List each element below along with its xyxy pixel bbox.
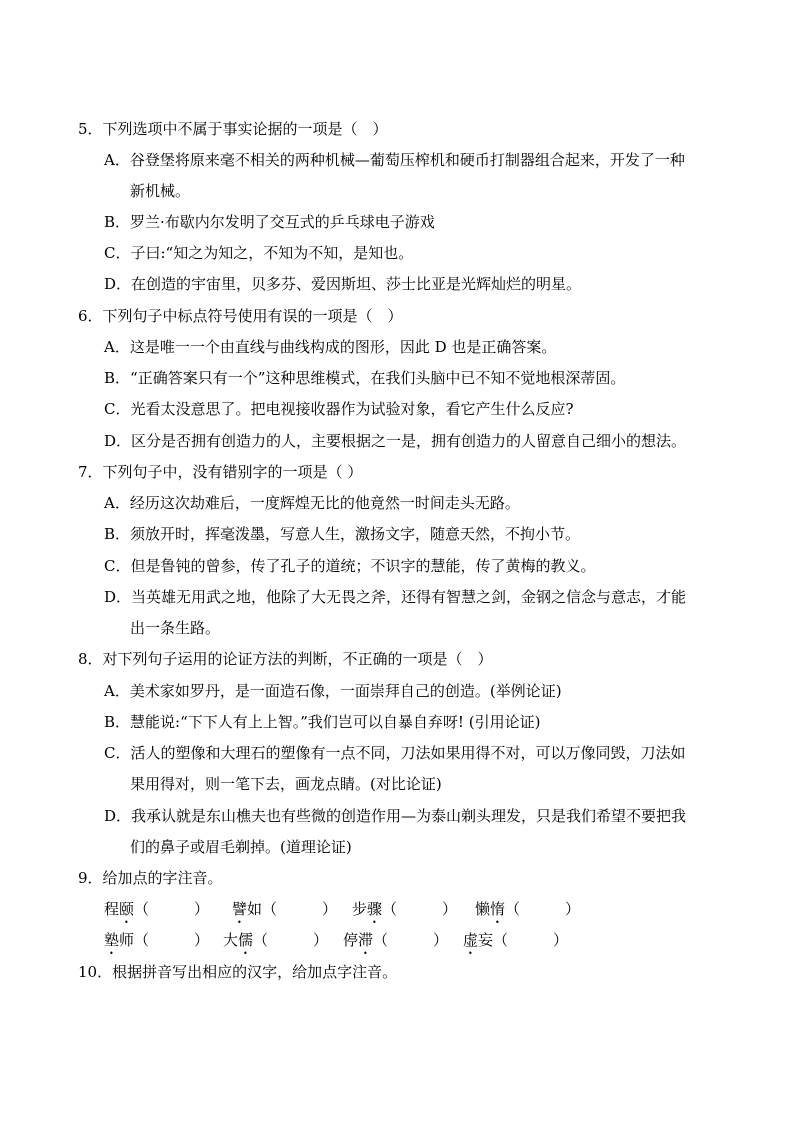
pinyin-item: 程颐（ ） bbox=[104, 900, 210, 918]
question-7-stem: 7．下列句子中，没有错别字的一项是（ ） bbox=[78, 463, 363, 481]
dotted-char: 颐 bbox=[119, 900, 135, 918]
question-7-option-b: B．须放开时，挥毫泼墨，写意人生，激扬文字，随意天然，不拘小节。 bbox=[104, 525, 581, 543]
question-8-option-c: C．活人的塑像和大理石的塑像有一点不同，刀法如果用得不对，可以万像同毁，刀法如 bbox=[104, 744, 686, 762]
pinyin-item: 虚妄（ ） bbox=[463, 931, 569, 949]
question-8-option-d-cont: 们的鼻子或眉毛剃掉。(道理论证) bbox=[130, 838, 352, 856]
question-10-stem: 10．根据拼音写出相应的汉字，给加点字注音。 bbox=[78, 963, 398, 981]
question-7-option-d: D．当英雄无用武之地，他除了大无畏之斧，还得有智慧之剑，金钢之信念与意志，才能 bbox=[104, 588, 687, 606]
question-7-option-c: C．但是鲁钝的曾参，传了孔子的道统；不识字的慧能，传了黄梅的教义。 bbox=[104, 557, 596, 575]
question-8-option-a: A．美术家如罗丹，是一面造石像，一面崇拜自己的创造。(举例论证) bbox=[104, 682, 562, 700]
question-5-stem: 5．下列选项中不属于事实论据的一项是（ ） bbox=[78, 120, 388, 138]
answer-blank[interactable]: （ ） bbox=[134, 931, 210, 949]
dotted-char: 滞 bbox=[358, 931, 374, 949]
question-6-option-c: C．光看太没意思了。把电视接收器作为试验对象，看它产生什么反应? bbox=[104, 400, 574, 418]
question-8-option-c-cont: 果用得对，则一笔下去，画龙点睛。(对比论证) bbox=[130, 775, 442, 793]
answer-blank[interactable]: （ ） bbox=[493, 931, 569, 949]
pinyin-item: 譬如（ ） bbox=[232, 900, 338, 918]
pinyin-item: 步骤（ ） bbox=[352, 900, 458, 918]
question-6-stem: 6．下列句子中标点符号使用有误的一项是（ ） bbox=[78, 307, 403, 325]
question-5-option-b: B．罗兰·布歇内尔发明了交互式的乒乓球电子游戏 bbox=[104, 213, 435, 231]
answer-blank[interactable]: （ ） bbox=[134, 900, 210, 918]
answer-blank[interactable]: （ ） bbox=[253, 931, 329, 949]
dotted-char: 塾 bbox=[104, 931, 120, 949]
question-7-option-d-cont: 出一条生路。 bbox=[130, 619, 221, 637]
pinyin-item: 懒惰（ ） bbox=[475, 900, 581, 918]
question-5-option-a-cont: 新机械。 bbox=[130, 182, 191, 200]
question-8-stem: 8．对下列句子运用的论证方法的判断，不正确的一项是（ ） bbox=[78, 650, 493, 668]
question-8-option-b: B．慧能说:“下下人有上上智。”我们岂可以自暴自弃呀! (引用论证) bbox=[104, 713, 541, 731]
question-5-option-d: D．在创造的宇宙里，贝多芬、爱因斯坦、莎士比亚是光辉灿烂的明星。 bbox=[104, 275, 582, 293]
question-5-option-a: A．谷登堡将原来毫不相关的两种机械—葡萄压榨机和硬币打制器组合起来，开发了一种 bbox=[104, 151, 685, 169]
question-9-stem: 9．给加点的字注音。 bbox=[78, 869, 223, 887]
dotted-char: 虚 bbox=[463, 931, 479, 949]
question-6-option-d: D．区分是否拥有创造力的人，主要根据之一是，拥有创造力的人留意自己细小的想法。 bbox=[104, 432, 687, 450]
dotted-char: 骤 bbox=[367, 900, 383, 918]
pinyin-item: 塾师（ ） bbox=[104, 931, 210, 949]
answer-blank[interactable]: （ ） bbox=[505, 900, 581, 918]
question-8-option-d: D．我承认就是东山樵夫也有些微的创造作用—为泰山剃头理发，只是我们希望不要把我 bbox=[104, 807, 687, 825]
pinyin-item: 大儒（ ） bbox=[223, 931, 329, 949]
question-6-option-b: B．“正确答案只有一个”这种思维模式，在我们头脑中已不知不觉地根深蒂固。 bbox=[104, 369, 626, 387]
question-7-option-a: A．经历这次劫难后，一度辉煌无比的他竟然一时间走头无路。 bbox=[104, 494, 520, 512]
dotted-char: 譬 bbox=[232, 900, 248, 918]
question-6-option-a: A．这是唯一一个由直线与曲线构成的图形，因此 D 也是正确答案。 bbox=[104, 338, 557, 356]
dotted-char: 儒 bbox=[238, 931, 254, 949]
pinyin-item: 停滞（ ） bbox=[343, 931, 449, 949]
answer-blank[interactable]: （ ） bbox=[262, 900, 338, 918]
answer-blank[interactable]: （ ） bbox=[382, 900, 458, 918]
answer-blank[interactable]: （ ） bbox=[373, 931, 449, 949]
question-5-option-c: C．子曰:“知之为知之，不知为不知，是知也。 bbox=[104, 244, 414, 262]
dotted-char: 惰 bbox=[490, 900, 506, 918]
